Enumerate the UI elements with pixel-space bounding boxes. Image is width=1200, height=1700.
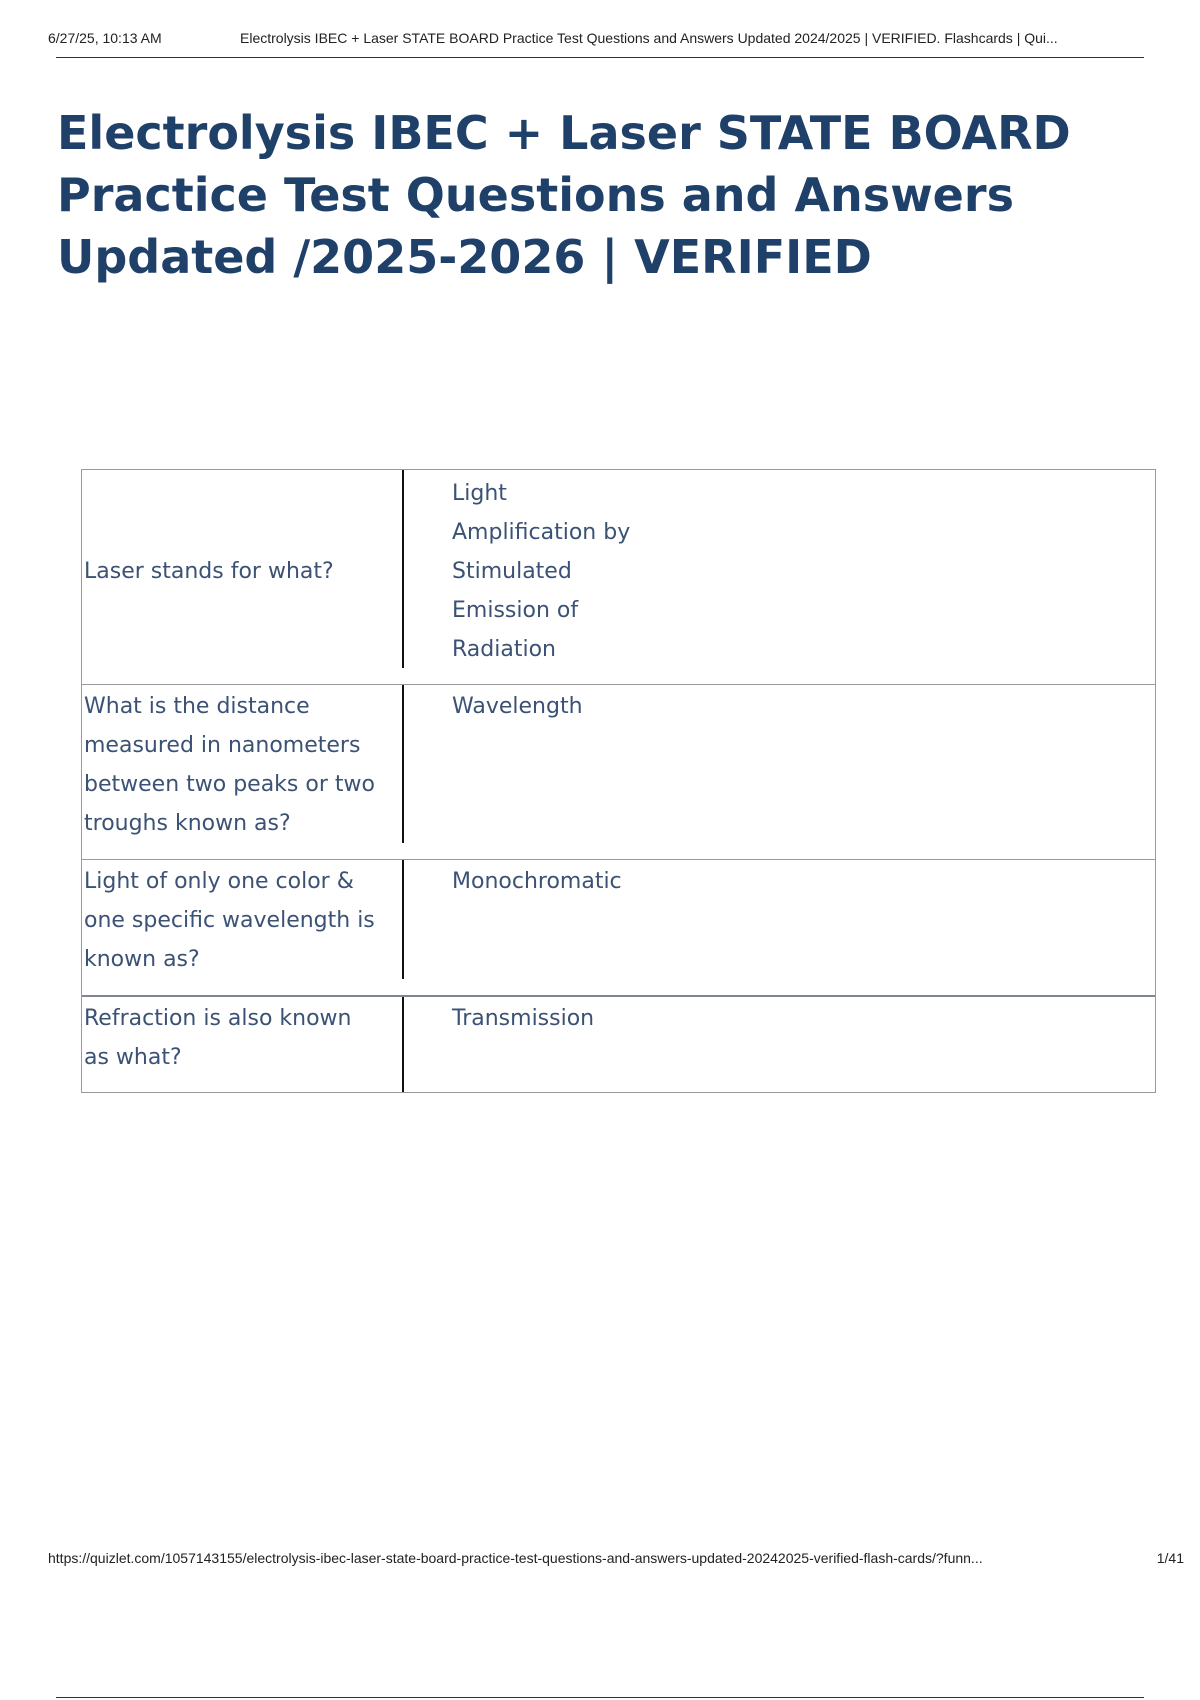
- print-header: [48, 28, 1140, 52]
- card-definition: Transmission: [452, 1006, 595, 1031]
- flashcard-row: [82, 684, 1155, 859]
- row-divider: [402, 470, 404, 668]
- print-document-title: Electrolysis IBEC + Laser STATE BOARD Practice Test Questions and Answers Updated 2024/2025 | VERIFIED. Flashcards | Qui...: [240, 30, 1058, 46]
- card-definition: Monochromatic: [452, 869, 622, 894]
- flashcard-row: [82, 470, 1155, 684]
- row-divider: [402, 860, 404, 979]
- row-divider: [402, 997, 404, 1092]
- bottom-divider: [56, 1697, 1144, 1698]
- flashcard-row: [82, 859, 1155, 995]
- page-number: 1/41: [1156, 1550, 1184, 1566]
- card-definition: Light Amplification by Stimulated Emission of Radiation: [452, 481, 631, 662]
- card-term: Light of only one color & one specific wavelength is known as?: [84, 869, 375, 972]
- card-term: Refraction is also known as what?: [84, 1006, 352, 1070]
- card-term: Laser stands for what?: [84, 559, 334, 584]
- row-divider: [402, 685, 404, 843]
- flashcard-row: [82, 995, 1155, 1092]
- page-url: https://quizlet.com/1057143155/electrolysis-ibec-laser-state-board-practice-test-questions-and-answers-updated-20242025-verified-flash-cards/?funn...: [48, 1550, 983, 1566]
- page-title: Electrolysis IBEC + Laser STATE BOARD Practice Test Questions and Answers Updated /2025-2026 | VERIFIED: [57, 106, 1071, 284]
- header-divider: [56, 57, 1144, 58]
- card-term: What is the distance measured in nanometers between two peaks or two troughs known as?: [84, 694, 375, 836]
- print-timestamp: 6/27/25, 10:13 AM: [48, 30, 162, 46]
- flashcard-table: [81, 469, 1156, 1093]
- card-definition: Wavelength: [452, 694, 583, 719]
- print-footer: [48, 1550, 1184, 1572]
